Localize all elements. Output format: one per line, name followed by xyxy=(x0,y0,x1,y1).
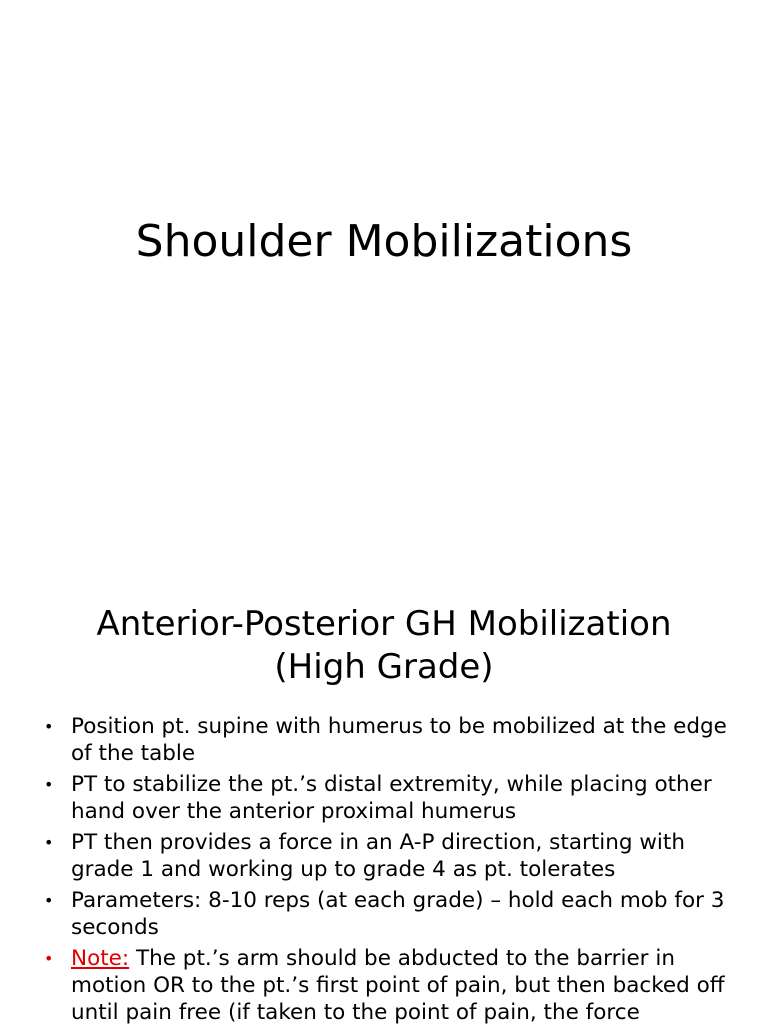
bullet-text: PT to stabilize the pt.’s distal extremity, while placing other hand over the anterior proximal humerus xyxy=(71,772,712,824)
slide-title xyxy=(0,603,768,689)
bullet-icon: • xyxy=(44,717,54,736)
slide-title-line-2: (High Grade) xyxy=(274,647,494,687)
note-text: The pt.’s arm should be abducted to the barrier in motion OR to the pt.’s first point of pain, but then backed off until pain free (if taken to the point of pain, the force xyxy=(71,946,725,1024)
content-slide xyxy=(0,576,768,1024)
bullet-text: Position pt. supine with humerus to be mobilized at the edge of the table xyxy=(71,714,727,766)
bullet-item-note xyxy=(0,945,768,1024)
bullet-text: Parameters: 8-10 reps (at each grade) – hold each mob for 3 seconds xyxy=(71,888,725,940)
bullet-text: PT then provides a force in an A-P direction, starting with grade 1 and working up to grade 4 as pt. tolerates xyxy=(71,830,685,882)
bullet-item-position xyxy=(0,713,768,767)
bullet-item-stabilize xyxy=(0,771,768,825)
bullet-list xyxy=(0,713,768,1024)
bullet-icon: • xyxy=(44,949,54,968)
bullet-icon: • xyxy=(44,833,54,852)
bullet-icon: • xyxy=(44,891,54,910)
bullet-item-parameters xyxy=(0,887,768,941)
bullet-icon: • xyxy=(44,775,54,794)
presentation-title: Shoulder Mobilizations xyxy=(135,216,633,267)
bullet-item-force xyxy=(0,829,768,883)
slide-title-line-1: Anterior-Posterior GH Mobilization xyxy=(96,604,672,644)
note-label: Note: xyxy=(71,946,130,971)
